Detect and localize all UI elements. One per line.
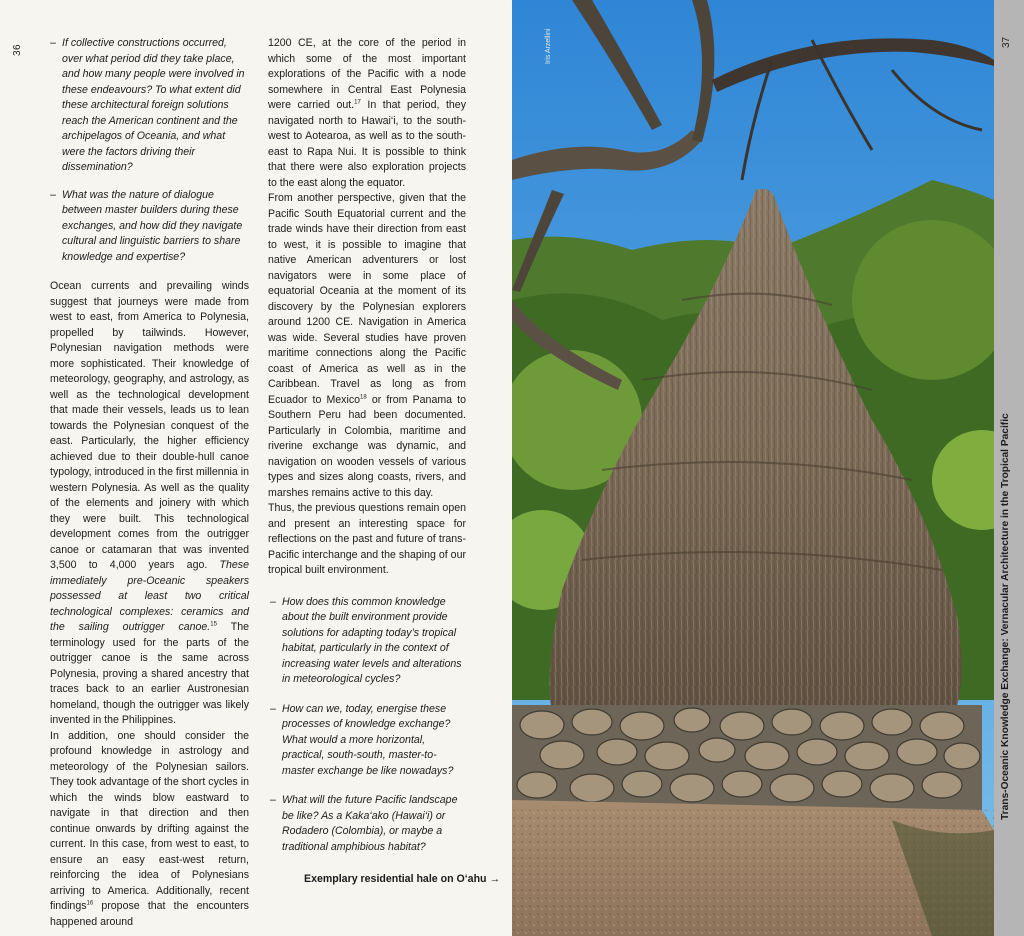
body-paragraph: From another perspective, given that the Pacific South Equatorial current and the trade winds have their direction from east to west, it is possible to imagine that native American adventurers or lost navigators were in some place of equatorial Oceania at the moment of its discovery by the Polynesian explorers around 1200 CE. Navigation in America was wide. Several studies have proven maritime connections along the Pacific coast of America as well as in the Caribbean. Travel as long as from Ecuador to Mexico$^{18}$ or from Panama to Southern Peru had been documented. Particularly in Colombia, maritime and riverine exchange was dynamic, and navigation on wooden vessels of various types and sizes along coasts, rivers, and marshes remains active to this day. xyxy=(268,192,466,499)
body-paragraph: Ocean currents and prevailing winds suggest that journeys were made from west to east, from America to Polynesia, propelled by tailwinds. However, Polynesian navigation methods were more sophisticated. Their knowledge of meteorology, geography, and astrology, as well as the technological development that made their vessels, leads us to lean towards the Polynesian conquest of the east. Particularly, the higher efficiency achieved due to their double-hull canoe typology, introduced in the first millennia in western Polynesia. As well as the quality of the elements and joinery with which they were built. This technological development comes from the outrigger canoe or catamaran that was invented 3,500 to 4,000 years ago. These immediately pre-Oceanic speakers possessed at least two critical technological complexes: ceramics and the sailing outrigger canoe.$^{15}$ The terminology used for the parts of the outrigger canoe is the same across Polynesia, proving a shared ancestry that traces back to an earlier Austronesian homeland, though the outrigger was likely invented in the Philippines. xyxy=(50,280,249,726)
question-item: – If collective constructions occurred, over what period did they take place, and how many people were involved in these endeavours? To what extent did these architectural foreign solutions reach the American continent and the archipelagos of Oceania, and what were the factors driving their dissemination? xyxy=(50,36,249,176)
hale-photo xyxy=(512,0,994,936)
footnote-marker: 16 xyxy=(86,900,94,907)
question-item: – What was the nature of dialogue between master builders during these exchanges, and how did they navigate cultural and linguistic barriers to share knowledge and expertise? xyxy=(50,188,249,266)
right-page xyxy=(512,0,994,936)
body-paragraph: In addition, one should consider the profound knowledge in astrology and meteorology of the Polynesian sailors. They took advantage of the short cycles in which the winds blow eastward to navigate in that direction and then continue onwards by drifting against the current. In this case, from west to east, to ensure an easy east-west return, reinforcing the idea of Polynesians arriving to America. Additionally, recent findings$^{16}$ propose that the encounters happened around xyxy=(50,729,249,928)
question-item: – How can we, today, energise these processes of knowledge exchange? What would a more horizontal, practical, south-south, master-to-master exchange be like nowadays? xyxy=(270,702,466,780)
page-number-left: 36 xyxy=(12,43,23,56)
running-head-text: Trans-Oceanic Knowledge Exchange: Vernacular Architecture in the Tropical Pacific xyxy=(1000,413,1011,820)
footnote-marker: 17 xyxy=(354,99,361,106)
footnote-marker: 15 xyxy=(210,621,217,628)
running-head xyxy=(997,80,1017,820)
text-column-1 xyxy=(50,36,249,930)
question-item: – How does this common knowledge about the built environment provide solutions for adapting today’s tropical habitat, particularly in the context of increasing water levels and alterations in meteorological cycles? xyxy=(270,595,466,688)
body-paragraph: Thus, the previous questions remain open and present an interesting space for reflections on the past and future of trans-Pacific interchange and the shaping of our tropical built environment. xyxy=(268,502,466,576)
footnote-marker: 18 xyxy=(360,393,367,400)
body-paragraph: 1200 CE, at the core of the period in which some of the most important explorations of the Pacific with a node somewhere in Central East Polynesia were carried out.$^{17}$ In that period, they navigated north to Hawai‘i, to the south-west to Aotearoa, as well as to the south-east to Rapa Nui. It is possible to think that there were also exploration projects to the east along the equator. xyxy=(268,37,466,189)
text-column-2 xyxy=(268,36,466,867)
photo-credit: Iris Arzellini xyxy=(545,28,552,64)
question-item: – What will the future Pacific landscape be like? As a Kaka‘ako (Hawai‘i) or Rodadero (Colombia), or maybe a traditional amphibious habitat? xyxy=(270,793,466,855)
page-number-right: 37 xyxy=(1001,36,1012,48)
photo-caption: Exemplary residential hale on O‘ahu → xyxy=(304,873,501,885)
